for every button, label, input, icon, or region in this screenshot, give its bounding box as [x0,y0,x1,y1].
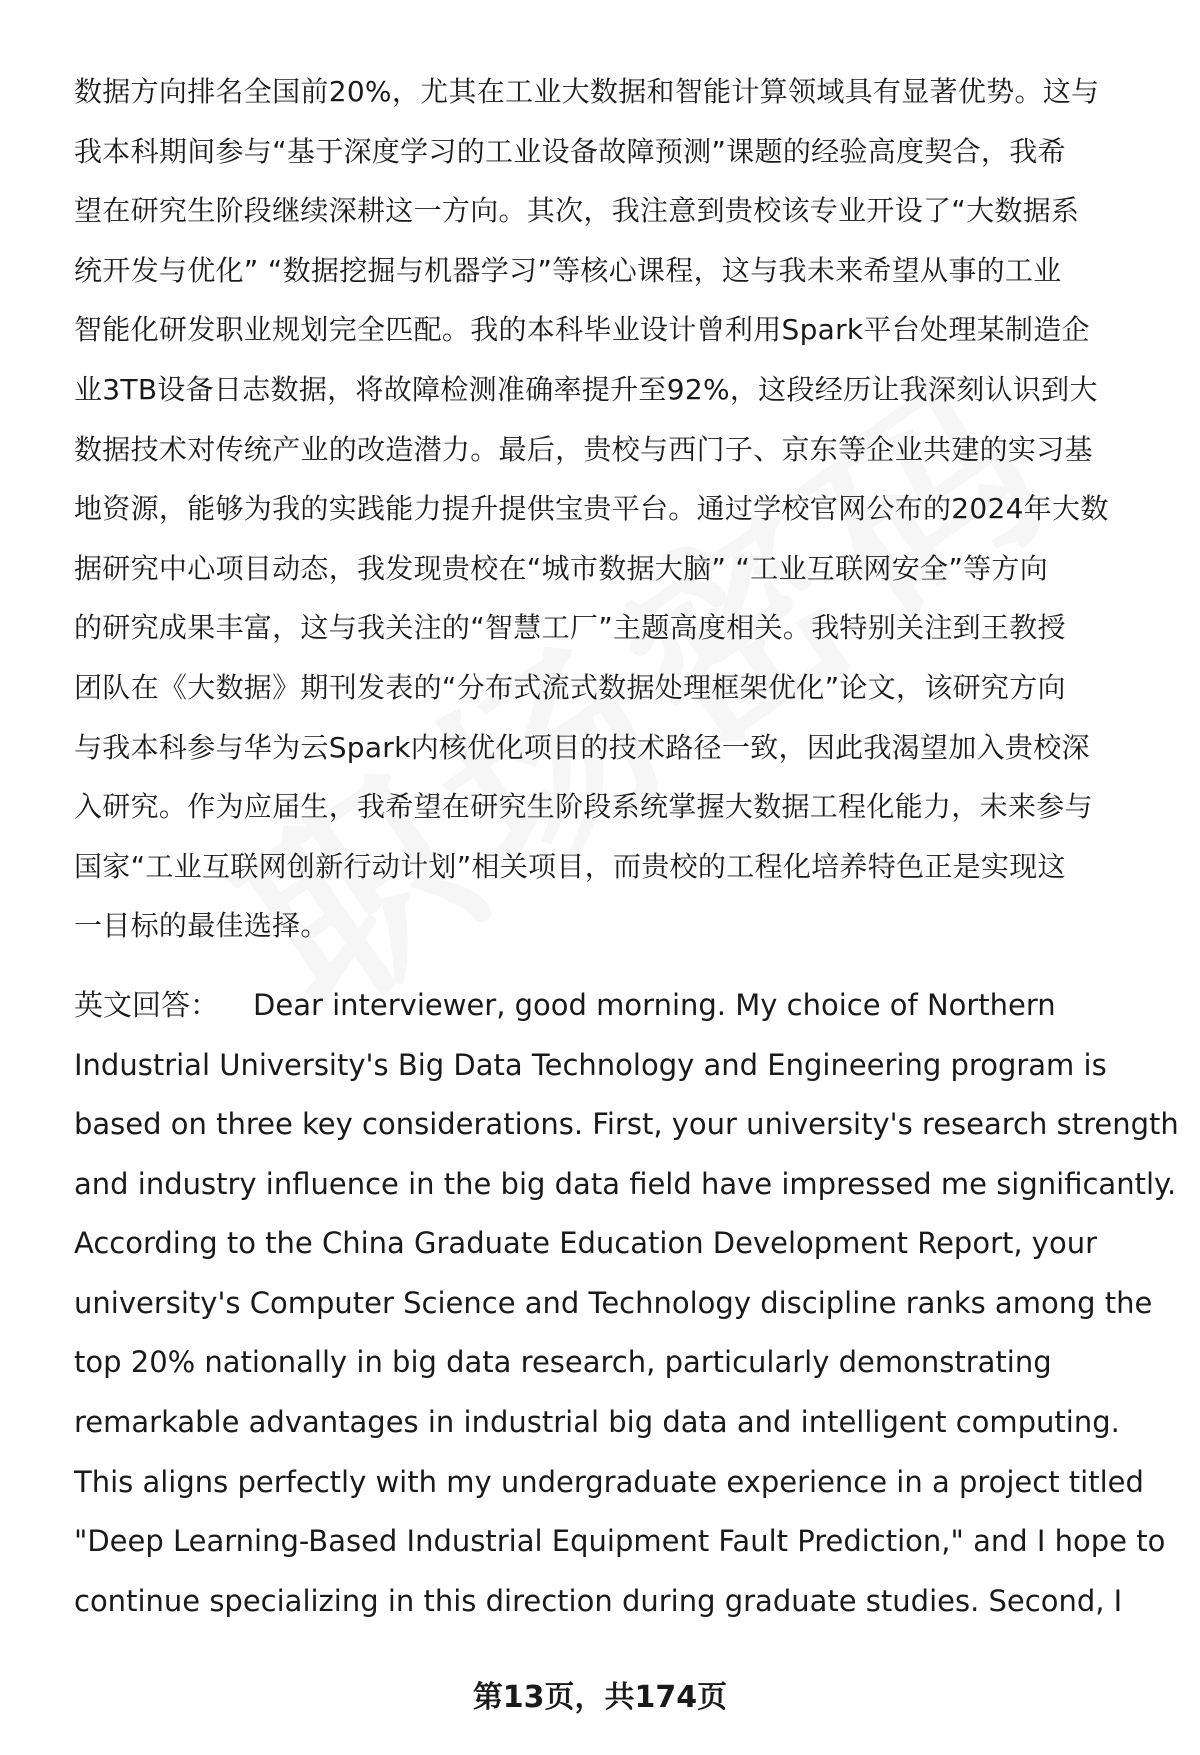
text-line: 数据方向排名全国前20%，尤其在工业大数据和智能计算领域具有显著优势。这与 [74,75,1100,108]
text-line: continue specializing in this direction during graduate studies. Second, I [74,1583,1123,1618]
text-line: 望在研究生阶段继续深耕这一方向。其次，我注意到贵校该专业开设了“大数据系 [74,194,1080,228]
text-line: 智能化研发职业规划完全匹配。我的本科毕业设计曾利用Spark平台处理某制造企 [74,313,1090,347]
text-line: Industrial University's Big Data Technology and Engineering program is [74,1047,1107,1082]
text-line: top 20% nationally in big data research, particularly demonstrating [74,1345,1052,1380]
text-line: 数据技术对传统产业的改造潜力。最后，贵校与西门子、京东等企业共建的实习基 [74,432,1093,466]
text-line: 团队在《大数据》期刊发表的“分布式流式数据处理框架优化”论文，该研究方向 [74,670,1066,704]
text-line: 地资源，能够为我的实践能力提升提供宝贵平台。通过学校官网公布的2024年大数 [74,492,1109,526]
text-line: based on three key considerations. First, your university's research strength [74,1107,1179,1142]
text-line [74,976,1154,1036]
text-line: This aligns perfectly with my undergraduate experience in a project titled [74,1464,1144,1499]
english-answer-paragraph [74,976,1179,1632]
chinese-answer-paragraph [74,62,1154,956]
text-line: According to the China Graduate Education Development Report, your [74,1226,1098,1261]
text-line: and industry influence in the big data field have impressed me significantly. [74,1166,1177,1201]
text-line: 一目标的最佳选择。 [74,909,329,943]
text-line: 入研究。作为应届生，我希望在研究生阶段系统掌握大数据工程化能力，未来参与 [74,790,1093,824]
text-line: 统开发与优化” “数据挖掘与机器学习”等核心课程，这与我未来希望从事的工业 [74,253,1062,287]
text-line: 国家“工业互联网创新行动计划”相关项目，而贵校的工程化培养特色正是实现这 [74,849,1066,883]
text-line: 的研究成果丰富，这与我关注的“智慧工厂”主题高度相关。我特别关注到王教授 [74,611,1066,645]
text-line: 据研究中心项目动态，我发现贵校在“城市数据大脑” “工业互联网安全”等方向 [74,551,1049,585]
page-number-footer: 第13页，共174页 [472,1680,728,1715]
paragraph-gap [74,956,1154,976]
text-line: remarkable advantages in industrial big data and intelligent computing. [74,1405,1120,1440]
english-answer-label: 英文回答： [74,987,220,1022]
text-line: university's Computer Science and Technology discipline ranks among the [74,1285,1153,1320]
document-page [74,62,1179,1631]
text-line: 我本科期间参与“基于深度学习的工业设备故障预测”课题的经验高度契合，我希 [74,134,1066,168]
text-line: "Deep Learning-Based Industrial Equipment Fault Prediction," and I hope to [74,1524,1166,1559]
text-line: 业3TB设备日志数据，将故障检测准确率提升至92%，这段经历让我深刻认识到大 [74,372,1098,406]
english-first-line: Dear interviewer, good morning. My choice of Northern [253,987,1056,1022]
text-line: 与我本科参与华为云Spark内核优化项目的技术路径一致，因此我渴望加入贵校深 [74,730,1090,764]
